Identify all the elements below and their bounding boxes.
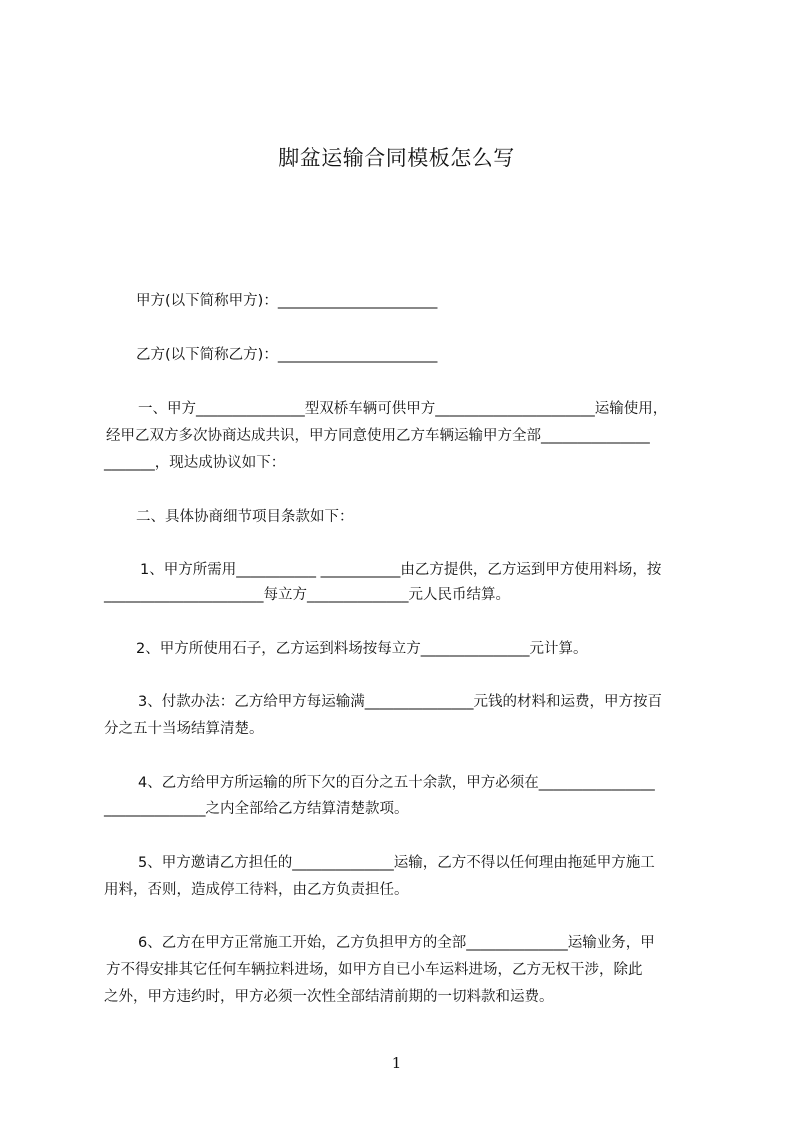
party-b-line: 乙方(以下简称乙方)：______________________ bbox=[136, 347, 438, 363]
item-5-line-1: 5、甲方邀请乙方担任的______________运输，乙方不得以任何理由拖延甲方施工 bbox=[138, 855, 655, 871]
clause-1-line-3: _______，现达成协议如下： bbox=[104, 455, 286, 471]
item-6-line-3: 之外，甲方违约时，甲方必须一次性全部结清前期的一切料款和运费。 bbox=[104, 989, 554, 1005]
item-3-line-1: 3、付款办法：乙方给甲方每运输满_______________元钱的材料和运费，甲方按百 bbox=[138, 694, 662, 710]
clause-1-line-2: 经甲乙双方多次协商达成共识，甲方同意使用乙方车辆运输甲方全部_______________ bbox=[106, 428, 650, 444]
party-a-line: 甲方(以下简称甲方)：______________________ bbox=[136, 293, 438, 309]
page-number: 1 bbox=[391, 1054, 402, 1072]
item-1-line-2: ______________________每立方______________元人民币结算。 bbox=[104, 587, 510, 603]
item-6-line-1: 6、乙方在甲方正常施工开始，乙方负担甲方的全部______________运输业务，甲 bbox=[138, 935, 655, 951]
document-title: 脚盆运输合同模板怎么写 bbox=[278, 146, 515, 170]
item-1-line-1: 1、甲方所需用___________ ___________由乙方提供，乙方运到甲方使用料场，按 bbox=[140, 562, 662, 578]
item-2-line: 2、甲方所使用石子，乙方运到料场按每立方_______________元计算。 bbox=[136, 641, 588, 657]
item-3-line-2: 分之五十当场结算清楚。 bbox=[104, 721, 264, 737]
item-5-line-2: 用料，否则，造成停工待料，由乙方负责担任。 bbox=[104, 882, 409, 898]
item-4-line-2: ______________之内全部给乙方结算清楚款项。 bbox=[104, 801, 409, 817]
clause-2-heading: 二、具体协商细节项目条款如下： bbox=[136, 509, 354, 525]
clause-1-line-1: 一、甲方_______________型双桥车辆可供甲方______________________运输使用， bbox=[138, 401, 668, 417]
item-4-line-1: 4、乙方给甲方所运输的所下欠的百分之五十余款，甲方必须在________________ bbox=[138, 775, 655, 791]
item-6-line-2: 方不得安排其它任何车辆拉料进场，如甲方自已小车运料进场，乙方无权干涉，除此 bbox=[106, 962, 643, 978]
